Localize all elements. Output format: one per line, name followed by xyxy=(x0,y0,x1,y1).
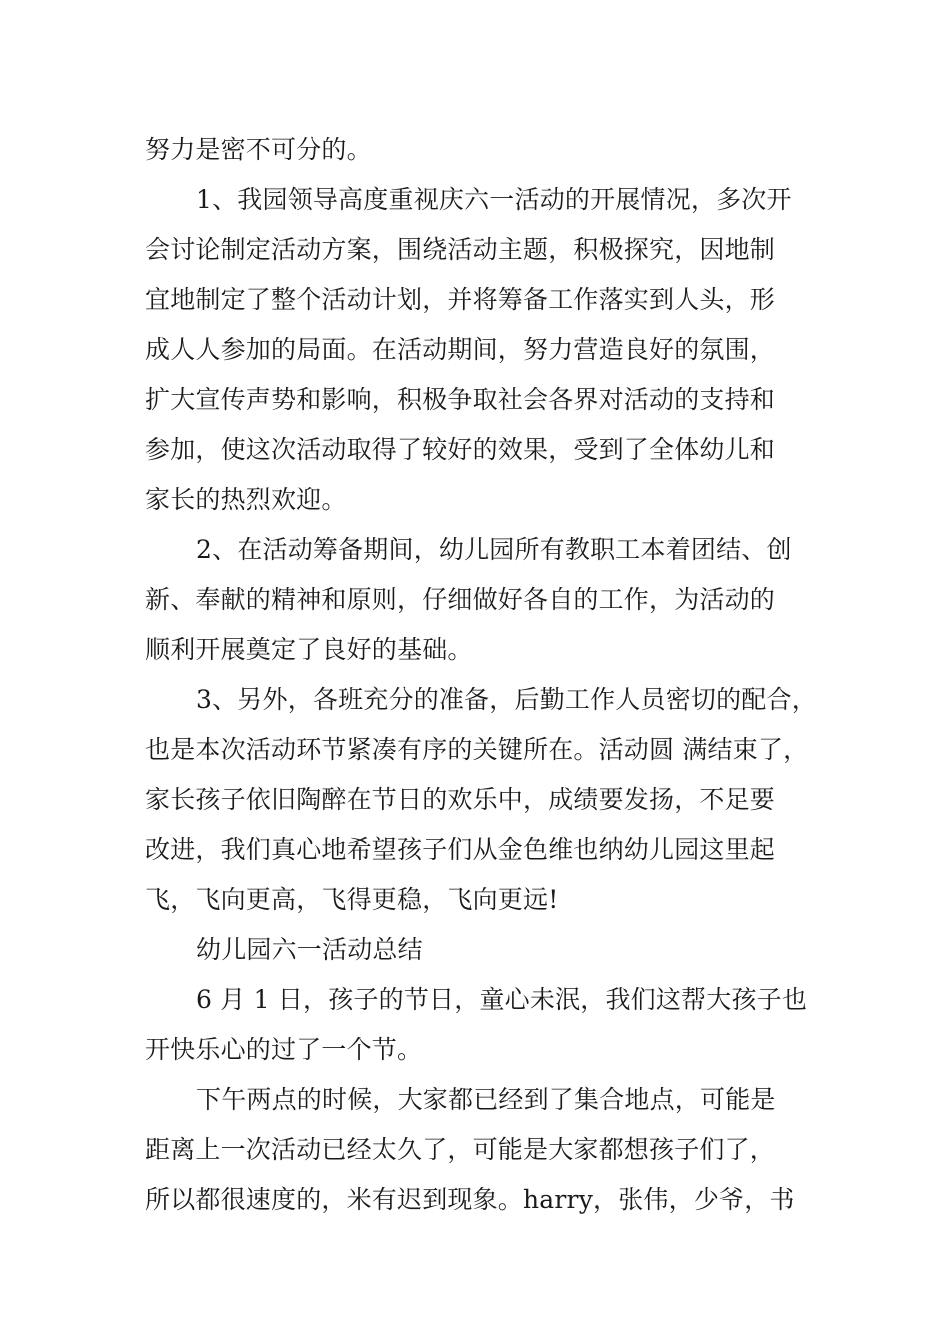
text-line: 家长孩子依旧陶醉在节日的欢乐中，成绩要发扬，不足要 xyxy=(145,785,776,814)
paragraph-3-start: 3、另外，各班充分的准备，后勤工作人员密切的配合， xyxy=(196,685,817,714)
text-line: 会讨论制定活动方案，围绕活动主题，积极探究，因地制 xyxy=(145,235,776,264)
text-line: 宜地制定了整个活动计划，并将筹备工作落实到人头，形 xyxy=(145,285,776,314)
text-line: 努力是密不可分的。 xyxy=(145,135,372,164)
text-line: 也是本次活动环节紧凑有序的关键所在。活动圆 满结束了， xyxy=(145,735,809,764)
paragraph-4-start: 6 月 1 日，孩子的节日，童心未泯，我们这帮大孩子也 xyxy=(196,985,808,1014)
paragraph-1-start: 1、我园领导高度重视庆六一活动的开展情况，多次开 xyxy=(196,185,792,214)
text-line: 距离上一次活动已经太久了，可能是大家都想孩子们了， xyxy=(145,1135,776,1164)
text-line: 扩大宣传声势和影响，积极争取社会各界对活动的支持和 xyxy=(145,385,776,414)
paragraph-2-start: 2、在活动筹备期间，幼儿园所有教职工本着团结、创 xyxy=(196,535,792,564)
text-line: 改进，我们真心地希望孩子们从金色维也纳幼儿园这里起 xyxy=(145,835,776,864)
text-line: 开快乐心的过了一个节。 xyxy=(145,1035,423,1064)
section-title: 幼儿园六一活动总结 xyxy=(196,935,423,964)
text-line: 参加，使这次活动取得了较好的效果，受到了全体幼儿和 xyxy=(145,435,776,464)
text-line: 新、奉献的精神和原则，仔细做好各自的工作，为活动的 xyxy=(145,585,776,614)
text-line: 所以都很速度的，米有迟到现象。harry，张伟，少爷，书 xyxy=(145,1185,795,1214)
text-line: 家长的热烈欢迎。 xyxy=(145,485,347,514)
text-line: 成人人参加的局面。在活动期间，努力营造良好的氛围， xyxy=(145,335,776,364)
text-line: 飞，飞向更高，飞得更稳，飞向更远! xyxy=(145,885,559,914)
paragraph-5-start: 下午两点的时候，大家都已经到了集合地点，可能是 xyxy=(196,1085,776,1114)
text-line: 顺利开展奠定了良好的基础。 xyxy=(145,635,473,664)
